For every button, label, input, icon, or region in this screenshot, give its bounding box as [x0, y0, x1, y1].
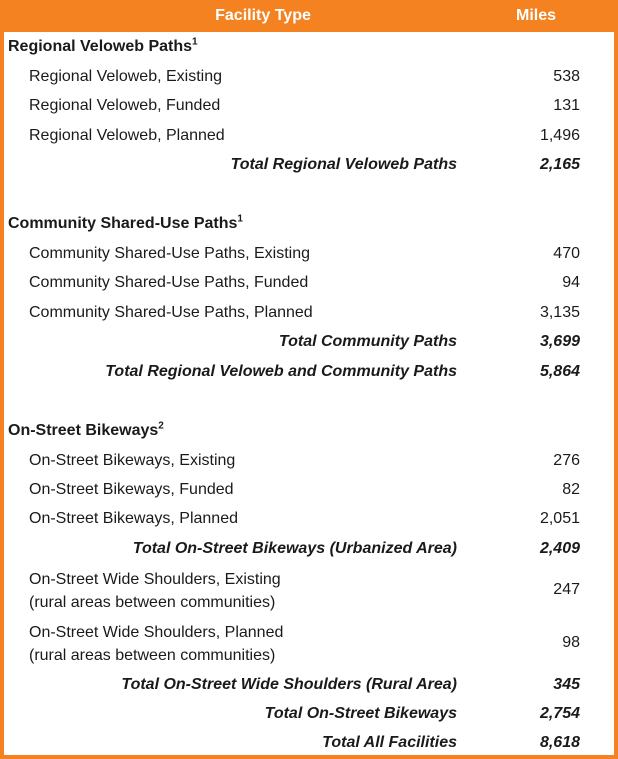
total-label: Total Community Paths: [278, 333, 457, 350]
total-value: 3,699: [539, 333, 580, 350]
row-label-note: (rural areas between communities): [29, 647, 276, 664]
row-label: Regional Veloweb, Planned: [29, 127, 225, 144]
row-label: On-Street Bikeways, Planned: [29, 510, 238, 527]
row-value: 538: [553, 68, 580, 85]
row-value: 2,051: [539, 510, 580, 527]
row-label: On-Street Bikeways, Existing: [29, 452, 236, 469]
row-value: 98: [562, 634, 580, 651]
row-label: On-Street Bikeways, Funded: [29, 481, 234, 498]
row-label-note: (rural areas between communities): [29, 594, 276, 611]
row-value: 1,496: [539, 127, 580, 144]
section-title-community: Community Shared-Use Paths$^1$: [8, 213, 243, 232]
row-value: 94: [562, 274, 580, 291]
row-label: Community Shared-Use Paths, Existing: [29, 245, 310, 262]
footnote-marker: 2: [158, 420, 164, 432]
row-value: 276: [553, 452, 580, 469]
row-value: 470: [553, 245, 580, 262]
header-facility-type: Facility Type: [215, 7, 311, 24]
total-value: 2,165: [539, 156, 580, 173]
section-title-on-street: On-Street Bikeways$^2$: [8, 420, 164, 439]
footnote-marker: 1: [192, 36, 198, 48]
table-row: [4, 568, 614, 614]
total-label: Total Regional Veloweb Paths: [230, 156, 457, 173]
total-value: 8,618: [539, 734, 580, 751]
total-label: Total On-Street Bikeways: [264, 705, 457, 722]
total-value: 345: [553, 676, 580, 693]
row-label: Community Shared-Use Paths, Funded: [29, 274, 309, 291]
total-value: 2,754: [539, 705, 580, 722]
row-value: 247: [553, 581, 580, 598]
table-header: [4, 0, 614, 32]
header-miles: Miles: [515, 7, 556, 24]
row-label: Regional Veloweb, Funded: [29, 97, 221, 114]
row-value: 3,135: [539, 304, 580, 321]
footnote-marker: 1: [237, 213, 243, 225]
row-label: On-Street Wide Shoulders, Existing: [29, 571, 281, 588]
row-label: On-Street Wide Shoulders, Planned: [29, 624, 284, 641]
total-label: Total All Facilities: [322, 734, 457, 751]
total-label: Total On-Street Bikeways (Urbanized Area): [132, 540, 457, 557]
row-value: 131: [553, 97, 580, 114]
total-label: Total On-Street Wide Shoulders (Rural Area): [121, 676, 457, 693]
row-label: Community Shared-Use Paths, Planned: [29, 304, 313, 321]
section-title-veloweb: Regional Veloweb Paths$^1$: [8, 36, 198, 55]
table-row: [4, 621, 614, 667]
row-label: Regional Veloweb, Existing: [29, 68, 223, 85]
row-value: 82: [562, 481, 580, 498]
total-value: 5,864: [539, 363, 580, 380]
total-label: Total Regional Veloweb and Community Paths: [105, 363, 457, 380]
total-value: 2,409: [539, 540, 580, 557]
